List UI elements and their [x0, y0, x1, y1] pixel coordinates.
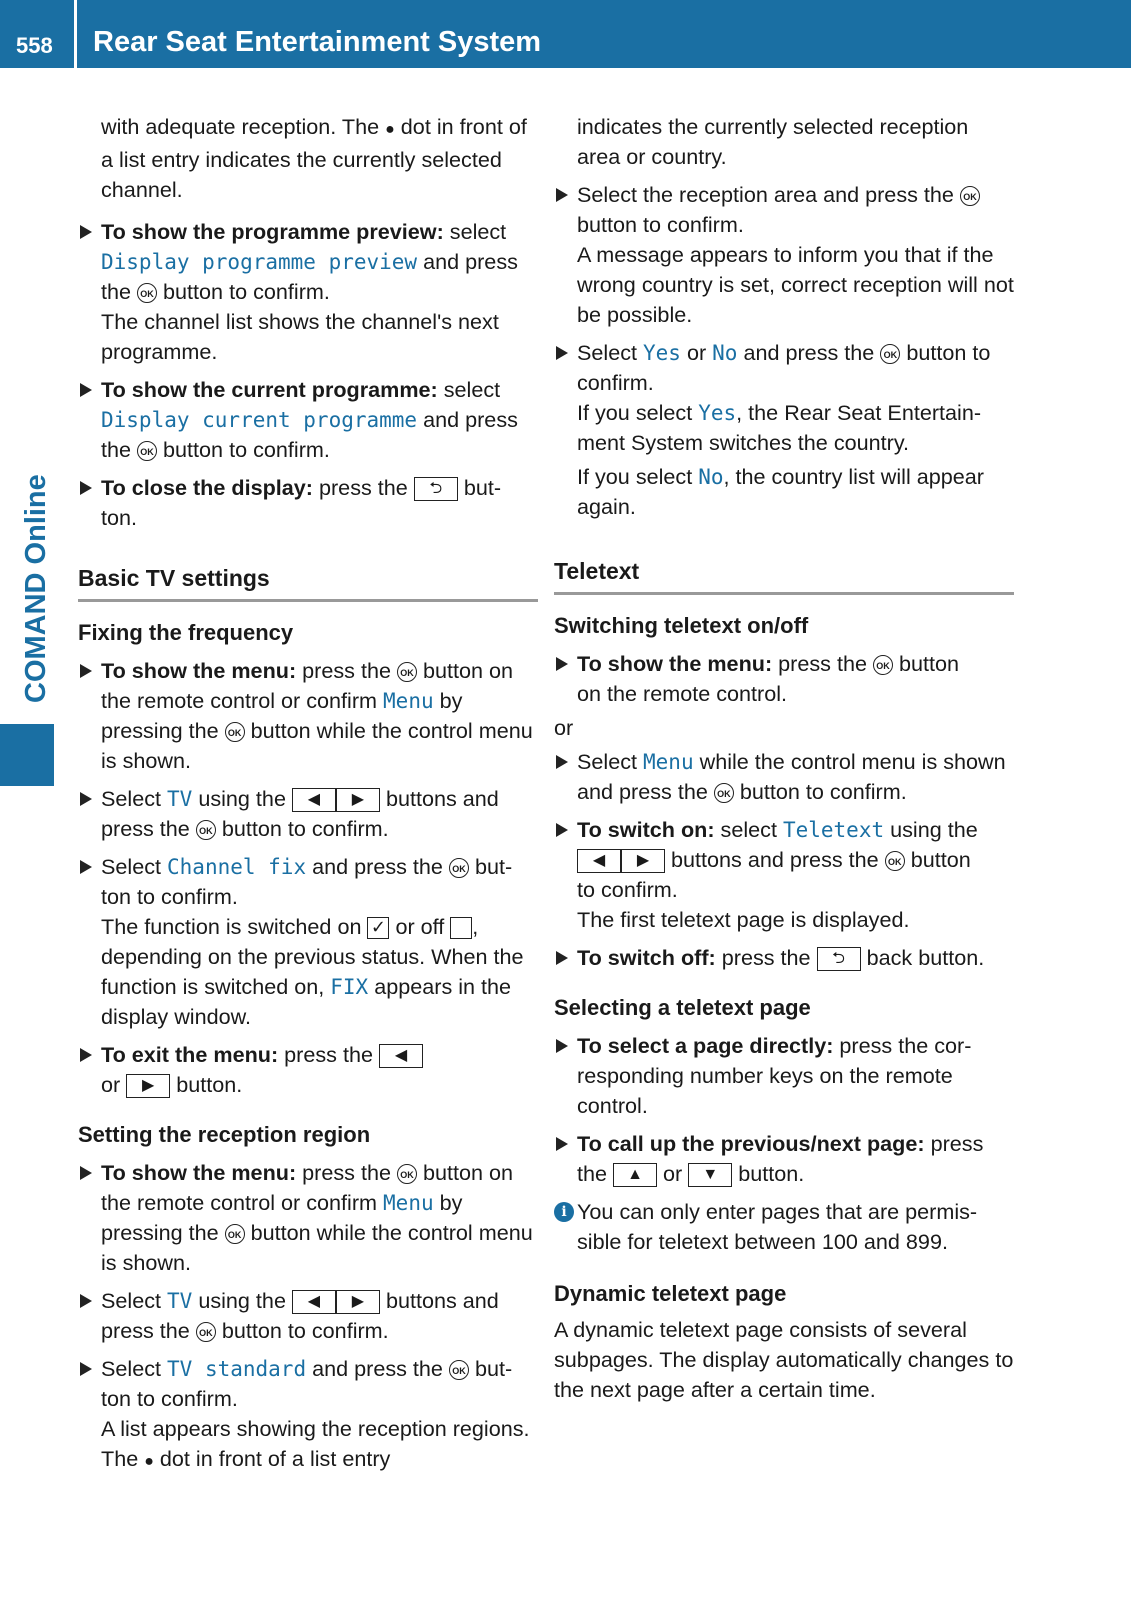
left-arrow-icon: ◀: [292, 788, 336, 812]
step: [78, 1158, 538, 1278]
text: or off: [395, 914, 445, 939]
checkbox-checked-icon: ✓: [367, 917, 389, 939]
text: Select: [101, 1288, 162, 1313]
text: ton.: [101, 505, 138, 530]
step-title: To show the menu:: [101, 1160, 297, 1185]
text: button to confirm.: [163, 437, 330, 462]
subsection-heading: Selecting a teletext page: [554, 995, 811, 1020]
menu-item-menu: Menu: [643, 750, 694, 774]
step-title: To show the current programme:: [101, 377, 438, 402]
right-column: [554, 112, 1014, 1405]
menu-item-tv-standard: TV standard: [167, 1357, 307, 1381]
text: If you select: [577, 400, 693, 425]
text: button.: [176, 1072, 243, 1097]
step-title: To show the programme preview:: [101, 219, 444, 244]
text: and press the: [743, 340, 875, 365]
left-column: [78, 112, 538, 1477]
paragraph: A dynamic teletext page consists of several subpages. The display automatically changes to the next page after a certain time.: [554, 1317, 1014, 1402]
step: [554, 943, 1014, 973]
ok-icon: OK: [960, 186, 980, 206]
info-icon: i: [554, 1202, 574, 1222]
text: by: [439, 1190, 463, 1215]
text: to confirm.: [577, 340, 991, 395]
ok-icon: OK: [885, 851, 905, 871]
text: the: [577, 1161, 608, 1186]
text: but-: [463, 475, 502, 500]
ok-icon: OK: [225, 1224, 245, 1244]
ok-icon: OK: [196, 1322, 216, 1342]
text: press the cor-responding number keys on the remote control.: [577, 1033, 972, 1118]
ok-icon: OK: [449, 858, 469, 878]
text: menu is shown.: [101, 1220, 533, 1275]
subsection-heading: Setting the reception region: [78, 1122, 371, 1147]
text: and press: [423, 249, 518, 274]
text: button to confirm.: [221, 816, 389, 841]
text: select: [720, 817, 777, 842]
text: press the: [284, 1042, 373, 1067]
ok-icon: OK: [196, 820, 216, 840]
text: The channel list shows the channel's next programme.: [101, 309, 499, 364]
menu-item-menu: Menu: [383, 689, 434, 713]
right-arrow-icon: ▶: [336, 788, 380, 812]
text: dot in front of a list entry: [159, 1446, 391, 1471]
text: press the: [721, 945, 811, 970]
text: press the: [778, 651, 867, 676]
option-yes: Yes: [698, 401, 737, 425]
step-title: To show the menu:: [101, 658, 297, 683]
menu-item-channel-fix: Channel fix: [167, 855, 307, 879]
text: button to confirm.: [739, 779, 907, 804]
ok-icon: OK: [873, 655, 893, 675]
step-title: To select a page directly:: [577, 1033, 834, 1058]
text: Select: [101, 1356, 162, 1381]
text: to confirm.: [577, 877, 678, 902]
right-arrow-icon: ▶: [126, 1074, 170, 1098]
text: Select: [577, 340, 638, 365]
page-header: [0, 0, 1131, 68]
step: [78, 1040, 538, 1100]
text: A message appears to inform you that if the wrong country is set, correct reception will not be possible.: [577, 242, 1014, 327]
step-title: To switch on:: [577, 817, 715, 842]
text: ton to confirm.: [101, 884, 238, 909]
text: , the country list will appear again.: [577, 464, 984, 519]
text: A list appears showing the reception regions. The: [101, 1416, 530, 1471]
dot-icon: ●: [144, 1453, 154, 1470]
text: button to confirm.: [221, 1318, 389, 1343]
text: using the: [198, 1288, 286, 1313]
text: Select: [101, 854, 162, 879]
text: button: [898, 651, 960, 676]
text: or: [101, 1072, 121, 1097]
text: appears in the display window.: [101, 974, 512, 1029]
left-arrow-icon: ◀: [577, 849, 621, 873]
text: If you select: [577, 464, 693, 489]
text: button: [910, 847, 971, 872]
text: press the: [318, 475, 408, 500]
text: Select: [577, 749, 638, 774]
text: The first teletext page is displayed.: [577, 907, 910, 932]
ok-icon: OK: [449, 1360, 469, 1380]
section-heading: Teletext: [554, 556, 1014, 595]
dot-icon: ●: [385, 121, 395, 138]
page-title: Rear Seat Entertainment System: [93, 26, 542, 58]
menu-item-teletext: Teletext: [782, 818, 885, 842]
text: , depending on the previous status. When the function is switched on,: [101, 914, 524, 999]
header-divider: [74, 0, 77, 68]
step: [554, 1129, 1014, 1189]
subsection-heading: Fixing the frequency: [78, 620, 294, 645]
text: buttons and press the: [671, 847, 879, 872]
checkbox-empty-icon: [450, 917, 472, 939]
text: buttons and: [385, 1288, 499, 1313]
text: Select: [101, 786, 162, 811]
ok-icon: OK: [397, 662, 417, 682]
text: select: [443, 377, 501, 402]
text: by: [439, 688, 463, 713]
ok-icon: OK: [225, 722, 245, 742]
menu-item-tv: TV: [167, 787, 193, 811]
step-title: To switch off:: [577, 945, 716, 970]
text: menu is shown.: [101, 718, 533, 773]
option-no: No: [698, 465, 724, 489]
text: button to confirm.: [163, 279, 330, 304]
ok-icon: OK: [397, 1164, 417, 1184]
text: button while the control: [250, 718, 473, 743]
text: Select the reception area and press the: [577, 182, 954, 207]
step: [78, 473, 538, 533]
text: back button.: [866, 945, 985, 970]
step: [78, 1286, 538, 1346]
ok-icon: OK: [137, 441, 157, 461]
step: [78, 375, 538, 465]
step: [78, 784, 538, 844]
display-indicator-fix: FIX: [330, 975, 369, 999]
text: select: [449, 219, 507, 244]
left-arrow-icon: ◀: [379, 1044, 423, 1068]
step-title: To close the display:: [101, 475, 313, 500]
text: pressing the: [101, 718, 219, 743]
step: [78, 1354, 538, 1477]
right-arrow-icon: ▶: [336, 1290, 380, 1314]
option-yes: Yes: [643, 341, 681, 365]
left-arrow-icon: ◀: [292, 1290, 336, 1314]
text: , the Rear Seat Entertain-ment System switches the country.: [577, 400, 982, 455]
step-title: To call up the previous/next page:: [577, 1131, 925, 1156]
text: pressing the: [101, 1220, 219, 1245]
text: press the: [302, 1160, 391, 1185]
text: while the control menu is shown and press the: [577, 749, 1006, 804]
side-tab-label: COMAND Online: [20, 474, 52, 703]
step: [554, 338, 1014, 522]
right-arrow-icon: ▶: [621, 849, 665, 873]
subsection-heading: Switching teletext on/off: [554, 613, 809, 638]
text: ton to confirm.: [101, 1386, 238, 1411]
text: and press the: [312, 854, 443, 879]
text: on the remote control.: [577, 681, 788, 706]
step: [78, 217, 538, 367]
menu-item-tv: TV: [167, 1289, 193, 1313]
text: and press: [423, 407, 518, 432]
text: button to confirm.: [577, 212, 744, 237]
paragraph: or: [554, 715, 574, 740]
text: button.: [738, 1161, 805, 1186]
section-heading: Basic TV settings: [78, 563, 538, 602]
text: dot in front of a list entry indicates the currently selected channel.: [101, 114, 527, 202]
back-icon: ⮌: [414, 477, 458, 501]
text: the: [101, 437, 132, 462]
menu-item-display-programme-preview: Display programme preview: [101, 250, 418, 274]
text: or: [663, 1161, 683, 1186]
text: buttons and: [385, 786, 499, 811]
text: button while the control: [250, 1220, 473, 1245]
text: on the remote control or confirm: [101, 1160, 514, 1215]
page-number: 558: [16, 33, 53, 58]
ok-icon: OK: [880, 344, 900, 364]
ok-icon: OK: [714, 783, 734, 803]
option-no: No: [712, 341, 738, 365]
step: [554, 815, 1014, 935]
paragraph: [78, 112, 538, 205]
text: press the: [302, 658, 391, 683]
up-arrow-icon: ▲: [613, 1163, 657, 1187]
text: button: [422, 658, 484, 683]
text: but-: [474, 854, 513, 879]
text: using the: [890, 817, 978, 842]
step: [78, 852, 538, 1032]
text: button: [906, 340, 967, 365]
side-tab: [20, 458, 64, 708]
ok-icon: OK: [137, 283, 157, 303]
step: [554, 180, 1014, 330]
text: the: [101, 279, 132, 304]
text: and press the: [312, 1356, 443, 1381]
menu-item-menu: Menu: [383, 1191, 434, 1215]
text: or: [686, 340, 707, 365]
subsection-heading: Dynamic teletext page: [554, 1281, 787, 1306]
info-note: [554, 1197, 1014, 1257]
text: using the: [198, 786, 286, 811]
text: press the: [101, 816, 190, 841]
step: [78, 656, 538, 776]
text: but-: [474, 1356, 513, 1381]
text: on the remote control or confirm: [101, 658, 514, 713]
text: press the: [101, 1318, 190, 1343]
text: button: [422, 1160, 484, 1185]
step: [554, 747, 1014, 807]
side-tab-marker: [0, 724, 54, 786]
text: with adequate reception. The: [101, 114, 380, 139]
back-icon: ⮌: [817, 947, 861, 971]
step-title: To show the menu:: [577, 651, 773, 676]
step: [554, 649, 1014, 709]
down-arrow-icon: ▼: [688, 1163, 732, 1187]
text: You can only enter pages that are permis-sible for teletext between 100 and 899.: [577, 1199, 978, 1254]
text: press: [930, 1131, 984, 1156]
step: [554, 1031, 1014, 1121]
text: The function is switched on: [101, 914, 362, 939]
menu-item-display-current-programme: Display current programme: [101, 408, 418, 432]
paragraph: indicates the currently selected reception area or country.: [577, 114, 969, 169]
step-title: To exit the menu:: [101, 1042, 279, 1067]
